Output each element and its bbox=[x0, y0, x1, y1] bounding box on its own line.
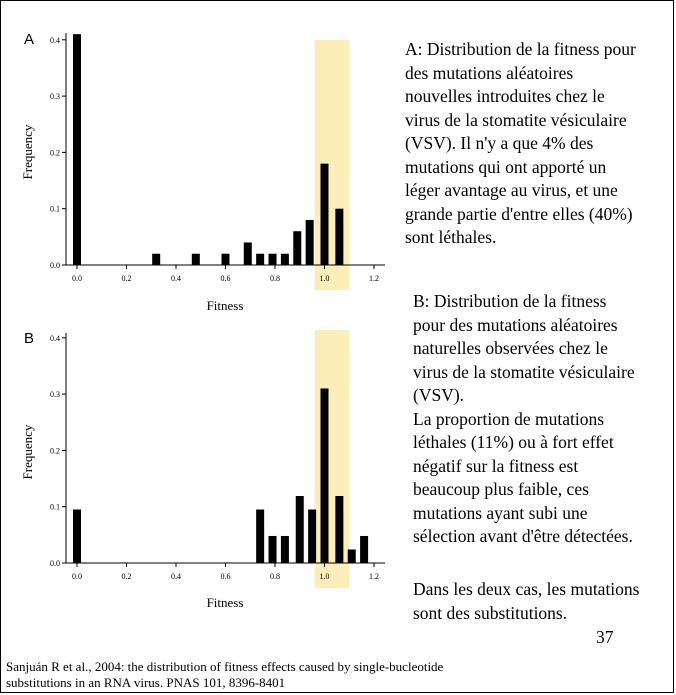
histogram-bar bbox=[281, 254, 289, 265]
histogram-bar bbox=[335, 496, 343, 563]
panel-a-desc-line: A: Distribution de la fitness pour bbox=[405, 39, 636, 59]
histogram-bar bbox=[281, 536, 289, 563]
y-tick-label: 0.0 bbox=[50, 261, 60, 270]
panel-b-desc-line: beaucoup plus faible, ces bbox=[413, 479, 589, 499]
page-number: 37 bbox=[596, 627, 614, 647]
panel-a-ylabel: Frequency bbox=[20, 124, 35, 180]
histogram-bar bbox=[256, 254, 264, 265]
y-tick-label: 0.1 bbox=[50, 502, 60, 512]
x-tick-label: 0.0 bbox=[72, 572, 82, 581]
y-tick-label: 0.2 bbox=[50, 446, 60, 456]
histogram-bar bbox=[308, 510, 316, 563]
panel-a-desc-line: des mutations aléatoires bbox=[405, 62, 574, 83]
histogram-bar bbox=[73, 510, 81, 563]
y-tick-label: 0.2 bbox=[50, 148, 60, 158]
panel-b-desc-line: B: Distribution de la fitness bbox=[413, 291, 607, 311]
panel-a-desc-line: virus de la stomatite vésiculaire bbox=[405, 109, 627, 130]
panel-b-desc-line: virus de la stomatite vésiculaire bbox=[413, 361, 635, 382]
x-tick-label: 1.2 bbox=[369, 274, 379, 283]
panel-b-desc-line: (VSV). bbox=[413, 385, 465, 405]
chart-panel-a bbox=[20, 31, 385, 313]
histogram-bar bbox=[348, 549, 356, 563]
panel-a-desc-line: sont léthales. bbox=[405, 227, 497, 247]
panel-b-desc-line: léthales (11%) ou à fort effet bbox=[413, 432, 614, 452]
conclusion-text bbox=[413, 578, 639, 625]
panel-b-desc-line: négatif sur la fitness est bbox=[413, 455, 579, 476]
histogram-bar bbox=[293, 231, 301, 265]
panel-a-desc-line: léger avantage au virus, et une bbox=[405, 180, 618, 200]
citation bbox=[6, 659, 443, 690]
panel-b-desc-line: sélection avant d'être détectées. bbox=[413, 526, 633, 546]
histogram-bar bbox=[321, 164, 329, 265]
x-tick-label: 0.4 bbox=[171, 274, 181, 283]
histogram-bar bbox=[360, 536, 368, 563]
x-tick-label: 0.8 bbox=[270, 572, 280, 581]
x-tick-label: 1.2 bbox=[369, 572, 379, 581]
panel-b-letter: B bbox=[24, 330, 35, 347]
panel-b-description bbox=[413, 290, 635, 549]
citation-line: substitutions in an RNA virus. PNAS 101, 8396-8401 bbox=[6, 674, 286, 690]
panel-a-description bbox=[405, 38, 636, 250]
histogram-bar bbox=[306, 220, 314, 265]
panel-a-desc-line: mutations qui ont apporté un bbox=[405, 156, 607, 177]
histogram-bar bbox=[73, 34, 81, 265]
panel-a-desc-line: nouvelles introduites chez le bbox=[405, 86, 605, 106]
x-tick-label: 1.0 bbox=[319, 572, 330, 581]
panel-b-desc-line: naturelles observées chez le bbox=[413, 338, 608, 358]
panel-a-desc-line: (VSV). Il n'y a que 4% des bbox=[405, 133, 594, 153]
histogram-bar bbox=[296, 496, 304, 563]
histogram-bar bbox=[192, 254, 200, 265]
histogram-bar bbox=[269, 254, 277, 265]
histogram-bar bbox=[244, 242, 252, 265]
conclusion-line: sont des substitutions. bbox=[413, 602, 568, 623]
y-tick-label: 0.4 bbox=[50, 333, 60, 343]
histogram-bar bbox=[335, 209, 343, 265]
y-tick-label: 0.4 bbox=[50, 35, 60, 45]
y-tick-label: 0.1 bbox=[50, 204, 60, 214]
conclusion-line: Dans les deux cas, les mutations bbox=[413, 579, 640, 599]
citation-line: Sanjuán R et al., 2004: the distribution of fitness effects caused by single-bucleotide bbox=[6, 659, 444, 674]
panel-a-xlabel: Fitness bbox=[206, 298, 244, 313]
y-tick-label: 0.3 bbox=[50, 92, 60, 102]
x-tick-label: 0.8 bbox=[270, 274, 280, 283]
x-tick-label: 0.0 bbox=[72, 274, 82, 283]
panel-b-ylabel: Frequency bbox=[20, 424, 35, 480]
x-tick-label: 0.4 bbox=[171, 572, 181, 581]
x-tick-label: 0.6 bbox=[220, 572, 231, 581]
histogram-bar bbox=[321, 388, 329, 563]
histogram-bar bbox=[152, 254, 160, 265]
x-tick-label: 0.2 bbox=[121, 572, 132, 581]
panel-a-desc-line: grande partie d'entre elles (40%) bbox=[405, 203, 633, 224]
x-tick-label: 0.2 bbox=[121, 274, 132, 283]
histogram-bar bbox=[222, 254, 230, 265]
panel-b-desc-line: La proportion de mutations bbox=[413, 408, 605, 429]
y-tick-label: 0.0 bbox=[50, 559, 60, 568]
x-tick-label: 0.6 bbox=[220, 274, 231, 283]
y-tick-label: 0.3 bbox=[50, 390, 60, 400]
chart-panel-b bbox=[20, 330, 385, 610]
histogram-bar bbox=[269, 536, 277, 563]
histogram-bar bbox=[256, 510, 264, 563]
x-tick-label: 1.0 bbox=[319, 274, 330, 283]
highlight-band bbox=[315, 330, 350, 588]
panel-b-desc-line: mutations ayant subi une bbox=[413, 502, 588, 523]
panel-a-letter: A bbox=[24, 31, 35, 48]
highlight-band bbox=[315, 40, 350, 290]
panel-b-desc-line: pour des mutations aléatoires bbox=[413, 314, 618, 335]
panel-b-xlabel: Fitness bbox=[206, 595, 244, 610]
